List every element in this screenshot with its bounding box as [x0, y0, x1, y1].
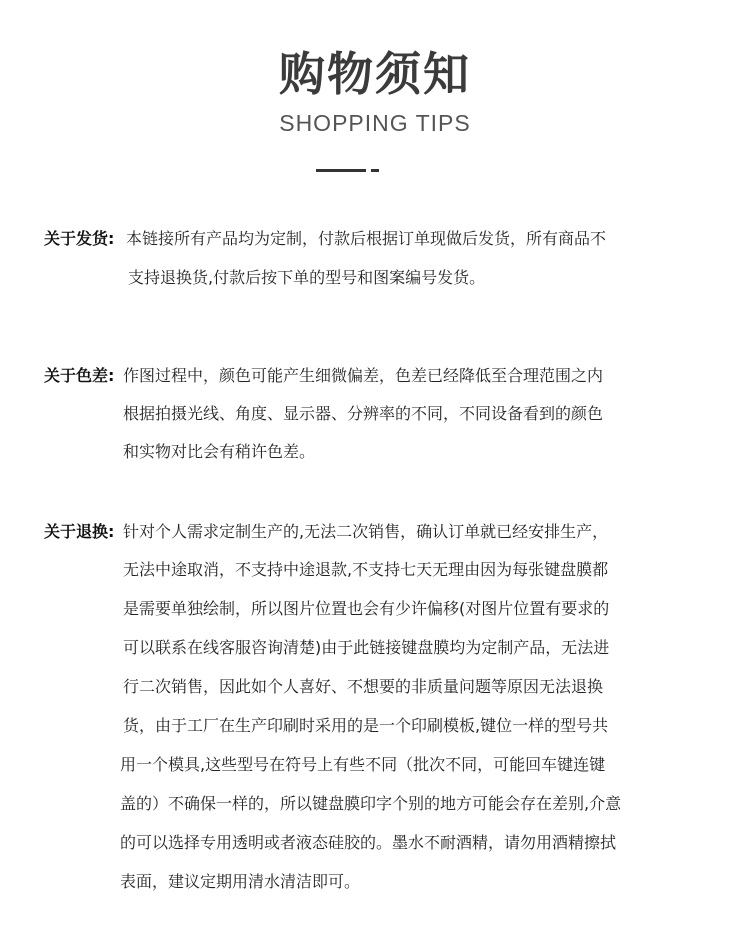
section-line: 和实物对比会有稍许色差。: [123, 442, 316, 461]
title-divider-short: [371, 169, 379, 172]
section-label: 关于发货:: [44, 229, 115, 248]
section-line: 用一个模具,这些型号在符号上有些不同（批次不同，可能回车键连键: [120, 755, 606, 774]
section-line: 可以联系在线客服咨询清楚)由于此链接键盘膜均为定制产品，无法进: [123, 638, 610, 657]
section-line: 行二次销售，因此如个人喜好、不想要的非质量问题等原因无法退换: [123, 677, 604, 696]
section-line: 作图过程中，颜色可能产生细微偏差，色差已经降低至合理范围之内: [123, 366, 604, 385]
section-line: 无法中途取消，不支持中途退款,不支持七天无理由因为每张键盘膜都: [123, 560, 609, 579]
section-line: 针对个人需求定制生产的,无法二次销售，确认订单就已经安排生产，: [123, 522, 609, 541]
section-line: 本链接所有产品均为定制，付款后根据订单现做后发货，所有商品不: [126, 229, 607, 248]
section-line: 支持退换货,付款后按下单的型号和图案编号发货。: [128, 268, 486, 287]
section-line: 货，由于工厂在生产印刷时采用的是一个印刷模板,键位一样的型号共: [123, 716, 609, 735]
page-title: 购物须知: [279, 47, 471, 101]
section-line: 的可以选择专用透明或者液态硅胶的。墨水不耐酒精，请勿用酒精擦拭: [120, 833, 617, 852]
title-divider-long: [316, 169, 366, 172]
section-line: 是需要单独绘制，所以图片位置也会有少许偏移(对图片位置有要求的: [123, 599, 610, 618]
page-subtitle: SHOPPING TIPS: [279, 110, 471, 136]
section-line: 根据拍摄光线、角度、显示器、分辨率的不同，不同设备看到的颜色: [123, 404, 604, 423]
section-label: 关于色差:: [44, 366, 115, 385]
section-line: 表面，建议定期用清水清洁即可。: [120, 872, 361, 891]
section-line: 盖的）不确保一样的，所以键盘膜印字个别的地方可能会存在差别,介意: [120, 794, 622, 813]
section-label: 关于退换:: [44, 522, 115, 541]
